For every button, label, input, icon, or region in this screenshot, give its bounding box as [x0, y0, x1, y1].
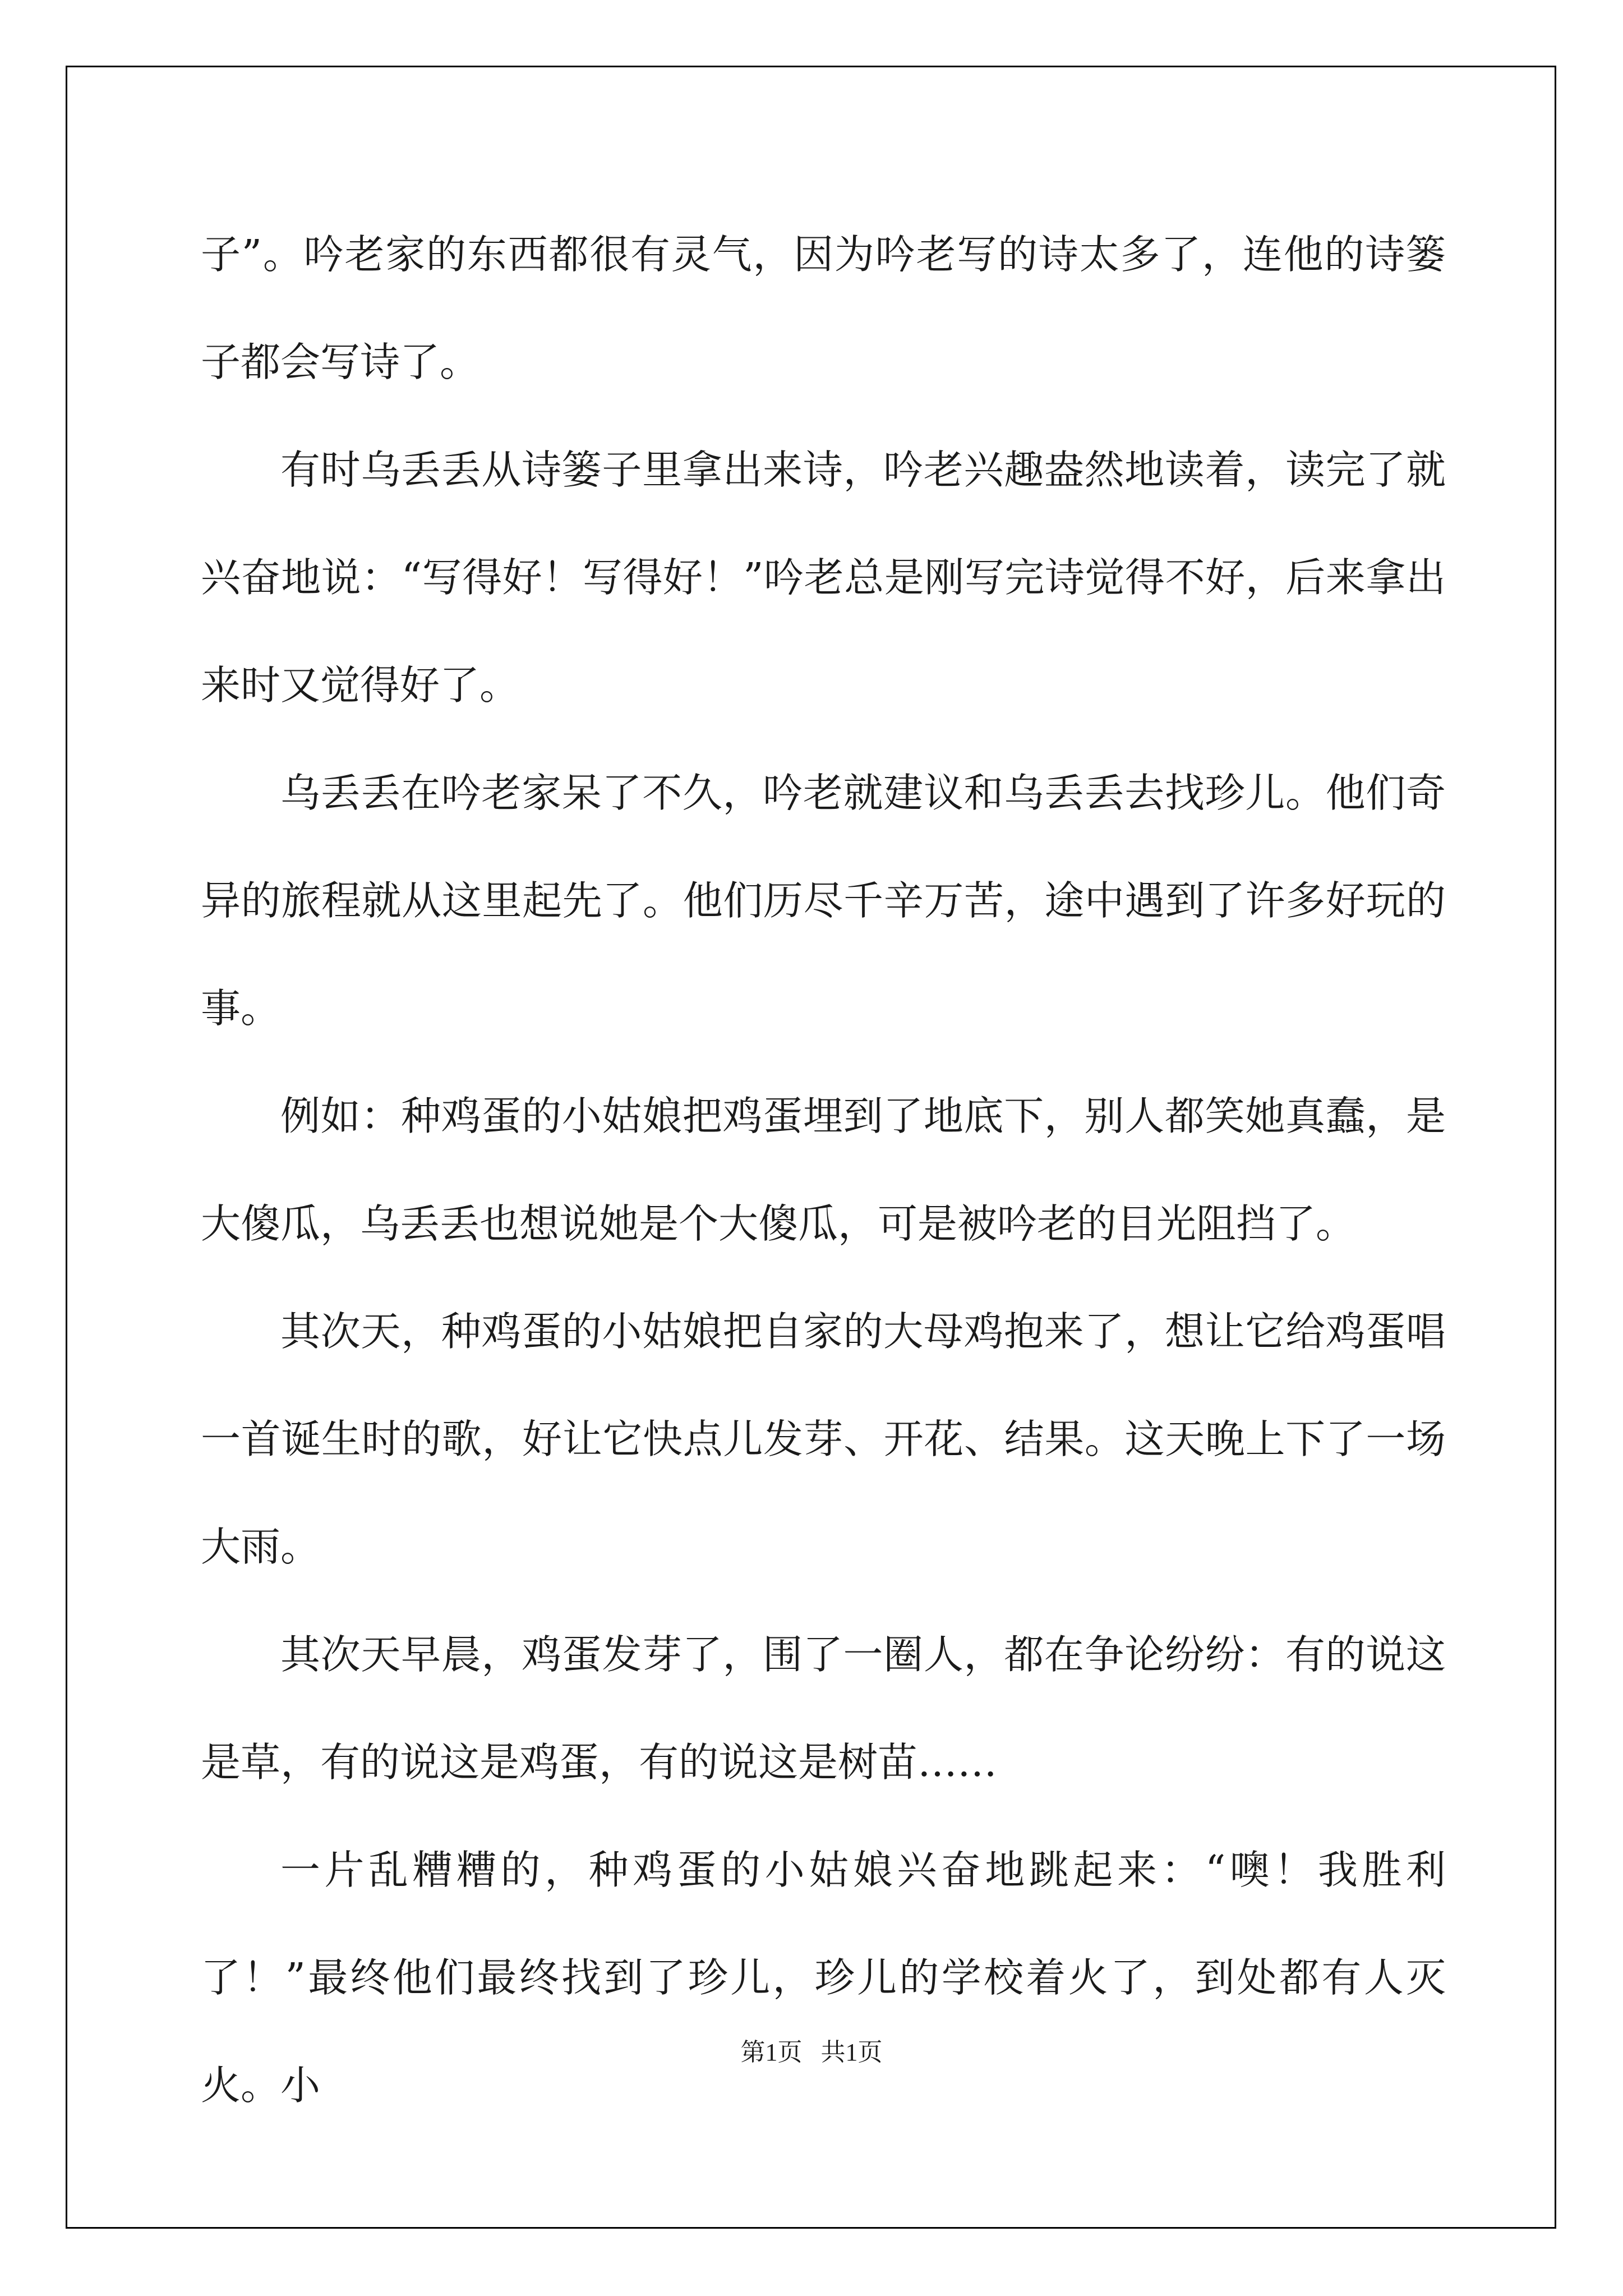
paragraph-3: 乌丢丢在吟老家呆了不久，吟老就建议和乌丢丢去找珍儿。他们奇异的旅程就从这里起先了。他们历尽千辛万苦，途中遇到了许多好玩的事。	[201, 770, 1446, 1032]
document-body	[201, 201, 1446, 2139]
paragraph-1: 子”。吟老家的东西都很有灵气，因为吟老写的诗太多了，连他的诗篓子都会写诗了。	[201, 231, 1446, 385]
paragraph-6: 其次天早晨，鸡蛋发芽了，围了一圈人，都在争论纷纷：有的说这是草，有的说这是鸡蛋，有的说这是树苗……	[201, 1631, 1446, 1786]
paragraph-5: 其次天，种鸡蛋的小姑娘把自家的大母鸡抱来了，想让它给鸡蛋唱一首诞生时的歌，好让它快点儿发芽、开花、结果。这天晚上下了一场大雨。	[201, 1308, 1446, 1570]
paragraph-7: 一片乱糟糟的，种鸡蛋的小姑娘兴奋地跳起来：“噢！我胜利了！”最终他们最终找到了珍儿，珍儿的学校着火了，到处都有人灭火。小	[201, 1847, 1446, 2109]
paragraph-2: 有时乌丢丢从诗篓子里拿出来诗，吟老兴趣盎然地读着，读完了就兴奋地说：“写得好！写得好！”吟老总是刚写完诗觉得不好，后来拿出来时又觉得好了。	[201, 447, 1446, 708]
page-footer: 第1页 共1页	[740, 2039, 883, 2066]
paragraph-4: 例如：种鸡蛋的小姑娘把鸡蛋埋到了地底下，别人都笑她真蠢，是大傻瓜，乌丢丢也想说她是个大傻瓜，可是被吟老的目光阻挡了。	[201, 1093, 1446, 1247]
